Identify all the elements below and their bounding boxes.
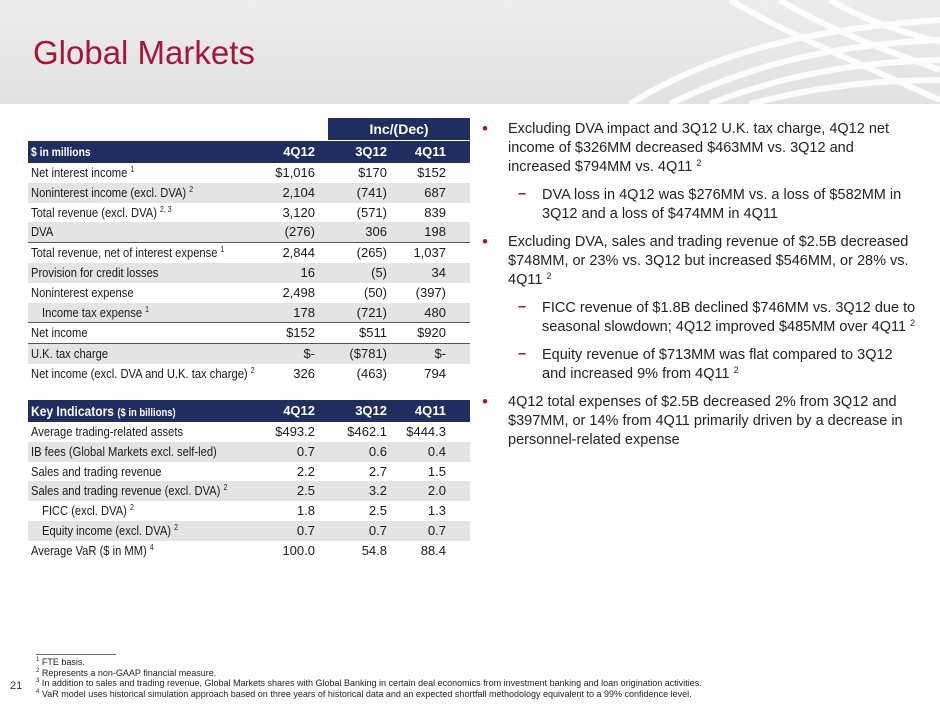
table-row — [28, 481, 470, 501]
cell-value: 1.5 — [427, 463, 446, 479]
table-row — [28, 442, 470, 462]
row-label: U.K. tax charge — [31, 346, 109, 362]
footnotes — [36, 657, 702, 699]
bullet-dot-icon: • — [482, 119, 488, 138]
row-label: Average VaR ($ in MM) $^4$ — [31, 542, 154, 558]
cell-value: 2,104 — [282, 184, 315, 200]
cell-value: 839 — [424, 204, 446, 220]
cell-value: 2,844 — [282, 245, 315, 261]
table-row — [28, 462, 470, 482]
page-title: Global Markets — [33, 34, 255, 71]
table-header-row — [28, 140, 470, 163]
bullet-list — [478, 120, 918, 459]
row-label: IB fees (Global Markets excl. self-led) — [31, 443, 217, 459]
cell-value: $- — [303, 346, 315, 362]
row-label: FICC (excl. DVA) $^2$ — [42, 503, 134, 519]
cell-value: 2.5 — [296, 483, 315, 499]
cell-value: (50) — [363, 284, 387, 300]
table-row — [28, 183, 470, 203]
cell-value: (5) — [371, 264, 387, 280]
cell-value: 34 — [431, 264, 446, 280]
row-label: Total revenue, net of interest expense $^1$ — [31, 245, 225, 261]
cell-value: 178 — [293, 304, 315, 320]
row-label: Noninterest income (excl. DVA) $^2$ — [31, 184, 194, 200]
units-label: $ in millions — [31, 145, 91, 159]
cell-value: 54.8 — [361, 542, 387, 558]
bullet-item: • Excluding DVA, sales and trading revenue of $2.5B decreased $748MM, or 23% vs. 3Q12 but increased $546MM, or 28% vs. 4Q11 $^2$ — [482, 232, 909, 288]
cell-value: 687 — [424, 184, 446, 200]
cell-value: 0.7 — [427, 522, 446, 538]
cell-value: $920 — [417, 325, 446, 341]
cell-value: $1,016 — [275, 165, 315, 180]
cell-value: $- — [434, 346, 446, 362]
row-label: Net interest income $^1$ — [31, 165, 135, 180]
cell-value: $170 — [358, 165, 387, 180]
cell-value: 794 — [424, 365, 446, 381]
row-label: Average trading-related assets — [31, 424, 184, 439]
sub-bullet-item: – DVA loss in 4Q12 was $276MM vs. a loss of $582MM in 3Q12 and a loss of $474MM in 4Q11 — [518, 186, 902, 222]
cell-value: $152 — [286, 325, 315, 341]
table-row — [28, 203, 470, 223]
cell-value: (741) — [356, 184, 387, 200]
table-row — [28, 243, 470, 263]
col-header-3q12: 3Q12 — [355, 403, 387, 418]
cell-value: (721) — [356, 304, 387, 320]
table-row — [28, 521, 470, 541]
row-label: Provision for credit losses — [31, 264, 159, 280]
cell-value: 2.0 — [427, 483, 446, 499]
cell-value: 3,120 — [282, 204, 315, 220]
cell-value: 88.4 — [420, 542, 446, 558]
table-row — [28, 303, 470, 324]
bullet-item: • 4Q12 total expenses of $2.5B decreased 2% from 3Q12 and $397MM, or 14% from 4Q11 primarily driven by a decrease in personnel-related expense — [482, 392, 903, 448]
dash-icon: – — [518, 346, 527, 362]
cell-value: ($781) — [349, 346, 387, 362]
footnote-item: $^2$ Represents a non-GAAP financial measure. — [36, 667, 217, 678]
table-row — [28, 501, 470, 521]
cell-value: $462.1 — [347, 424, 387, 439]
cell-value: 2.5 — [368, 503, 387, 519]
col-header-4q11: 4Q11 — [414, 144, 446, 159]
cell-value: 326 — [293, 365, 315, 381]
col-header-4q11: 4Q11 — [414, 403, 446, 418]
cell-value: (276) — [284, 224, 315, 240]
row-label: Sales and trading revenue (excl. DVA) $^2$ — [31, 483, 228, 499]
cell-value: 2,498 — [282, 284, 315, 300]
table-row — [28, 283, 470, 303]
cell-value: 1,037 — [413, 245, 446, 261]
table-header-row — [28, 400, 470, 422]
table-row — [28, 344, 470, 364]
cell-value: 0.7 — [368, 522, 387, 538]
cell-value: 198 — [424, 224, 446, 240]
dash-icon: – — [518, 186, 527, 202]
table-row — [28, 422, 470, 442]
logo-flag-icon — [610, 0, 940, 104]
row-label: Total revenue (excl. DVA) $^{2, 3}$ — [31, 204, 172, 220]
row-label: Noninterest expense — [31, 284, 134, 300]
col-header-4q12: 4Q12 — [283, 144, 315, 159]
row-label: Income tax expense $^1$ — [42, 304, 150, 320]
cell-value: 3.2 — [368, 483, 387, 499]
table-group-header-row — [28, 118, 470, 140]
table-row — [28, 364, 470, 384]
table-row — [28, 222, 470, 243]
row-label: Net income (excl. DVA and U.K. tax charge) $^2$ — [31, 365, 255, 381]
cell-value: $493.2 — [275, 424, 315, 439]
footnote-item: $^1$ FTE basis. — [36, 657, 85, 667]
cell-value: $152 — [417, 165, 446, 180]
table-row — [28, 323, 470, 344]
footnote-item: $^3$ In addition to sales and trading revenue, Global Markets shares with Global Banking in certain deal economics from investment banking and loan origination activities. — [36, 678, 702, 688]
col-header-4q12: 4Q12 — [283, 403, 315, 418]
inc-dec-header: Inc/(Dec) — [328, 118, 470, 140]
key-indicators-table — [28, 400, 470, 561]
cell-value: 1.8 — [296, 503, 315, 519]
row-label: Sales and trading revenue — [31, 463, 162, 479]
cell-value: 16 — [300, 264, 315, 280]
cell-value: $511 — [359, 325, 387, 341]
cell-value: 2.7 — [368, 463, 387, 479]
row-label: Equity income (excl. DVA) $^2$ — [42, 522, 178, 538]
row-label: DVA — [31, 224, 54, 240]
cell-value: 1.3 — [427, 503, 446, 519]
table-row — [28, 263, 470, 283]
bullet-item: • Excluding DVA impact and 3Q12 U.K. tax charge, 4Q12 net income of $326MM decreased $463MM vs. 3Q12 and increased $794MM vs. 4Q11 $^2$ — [482, 119, 889, 175]
dash-icon: – — [518, 299, 527, 315]
cell-value: 0.4 — [427, 443, 446, 459]
footnote-item: $^4$ VaR model uses historical simulation approach based on three years of historical data and an expected shortfall methodology equivalent to a 99% confidence level. — [36, 688, 692, 699]
cell-value: 100.0 — [282, 542, 315, 558]
cell-value: 0.7 — [296, 443, 315, 459]
income-table — [28, 118, 470, 384]
footnote-divider — [36, 654, 116, 655]
sub-bullet-item: – Equity revenue of $713MM was flat compared to 3Q12 and increased 9% from 4Q11 $^2$ — [518, 346, 893, 382]
cell-value: 0.6 — [368, 443, 387, 459]
cell-value: 2.2 — [296, 463, 315, 479]
cell-value: (571) — [356, 204, 387, 220]
cell-value: (397) — [415, 284, 446, 300]
col-header-3q12: 3Q12 — [355, 144, 387, 159]
table-row — [28, 541, 470, 561]
table-row — [28, 163, 470, 183]
cell-value: (265) — [356, 245, 387, 261]
cell-value: 0.7 — [296, 522, 315, 538]
row-label: Net income — [31, 325, 88, 341]
cell-value: $444.3 — [406, 424, 446, 439]
header-band — [0, 0, 940, 104]
bullet-dot-icon: • — [482, 392, 488, 411]
cell-value: (463) — [356, 365, 387, 381]
bullet-dot-icon: • — [482, 232, 488, 251]
sub-bullet-item: – FICC revenue of $1.8B declined $746MM vs. 3Q12 due to seasonal slowdown; 4Q12 improved $485MM over 4Q11 $^2$ — [518, 299, 916, 335]
page-number: 21 — [10, 680, 23, 692]
cell-value: 306 — [365, 224, 387, 240]
key-indicators-label: Key Indicators ($ in billions) — [31, 403, 176, 419]
cell-value: 480 — [424, 304, 446, 320]
